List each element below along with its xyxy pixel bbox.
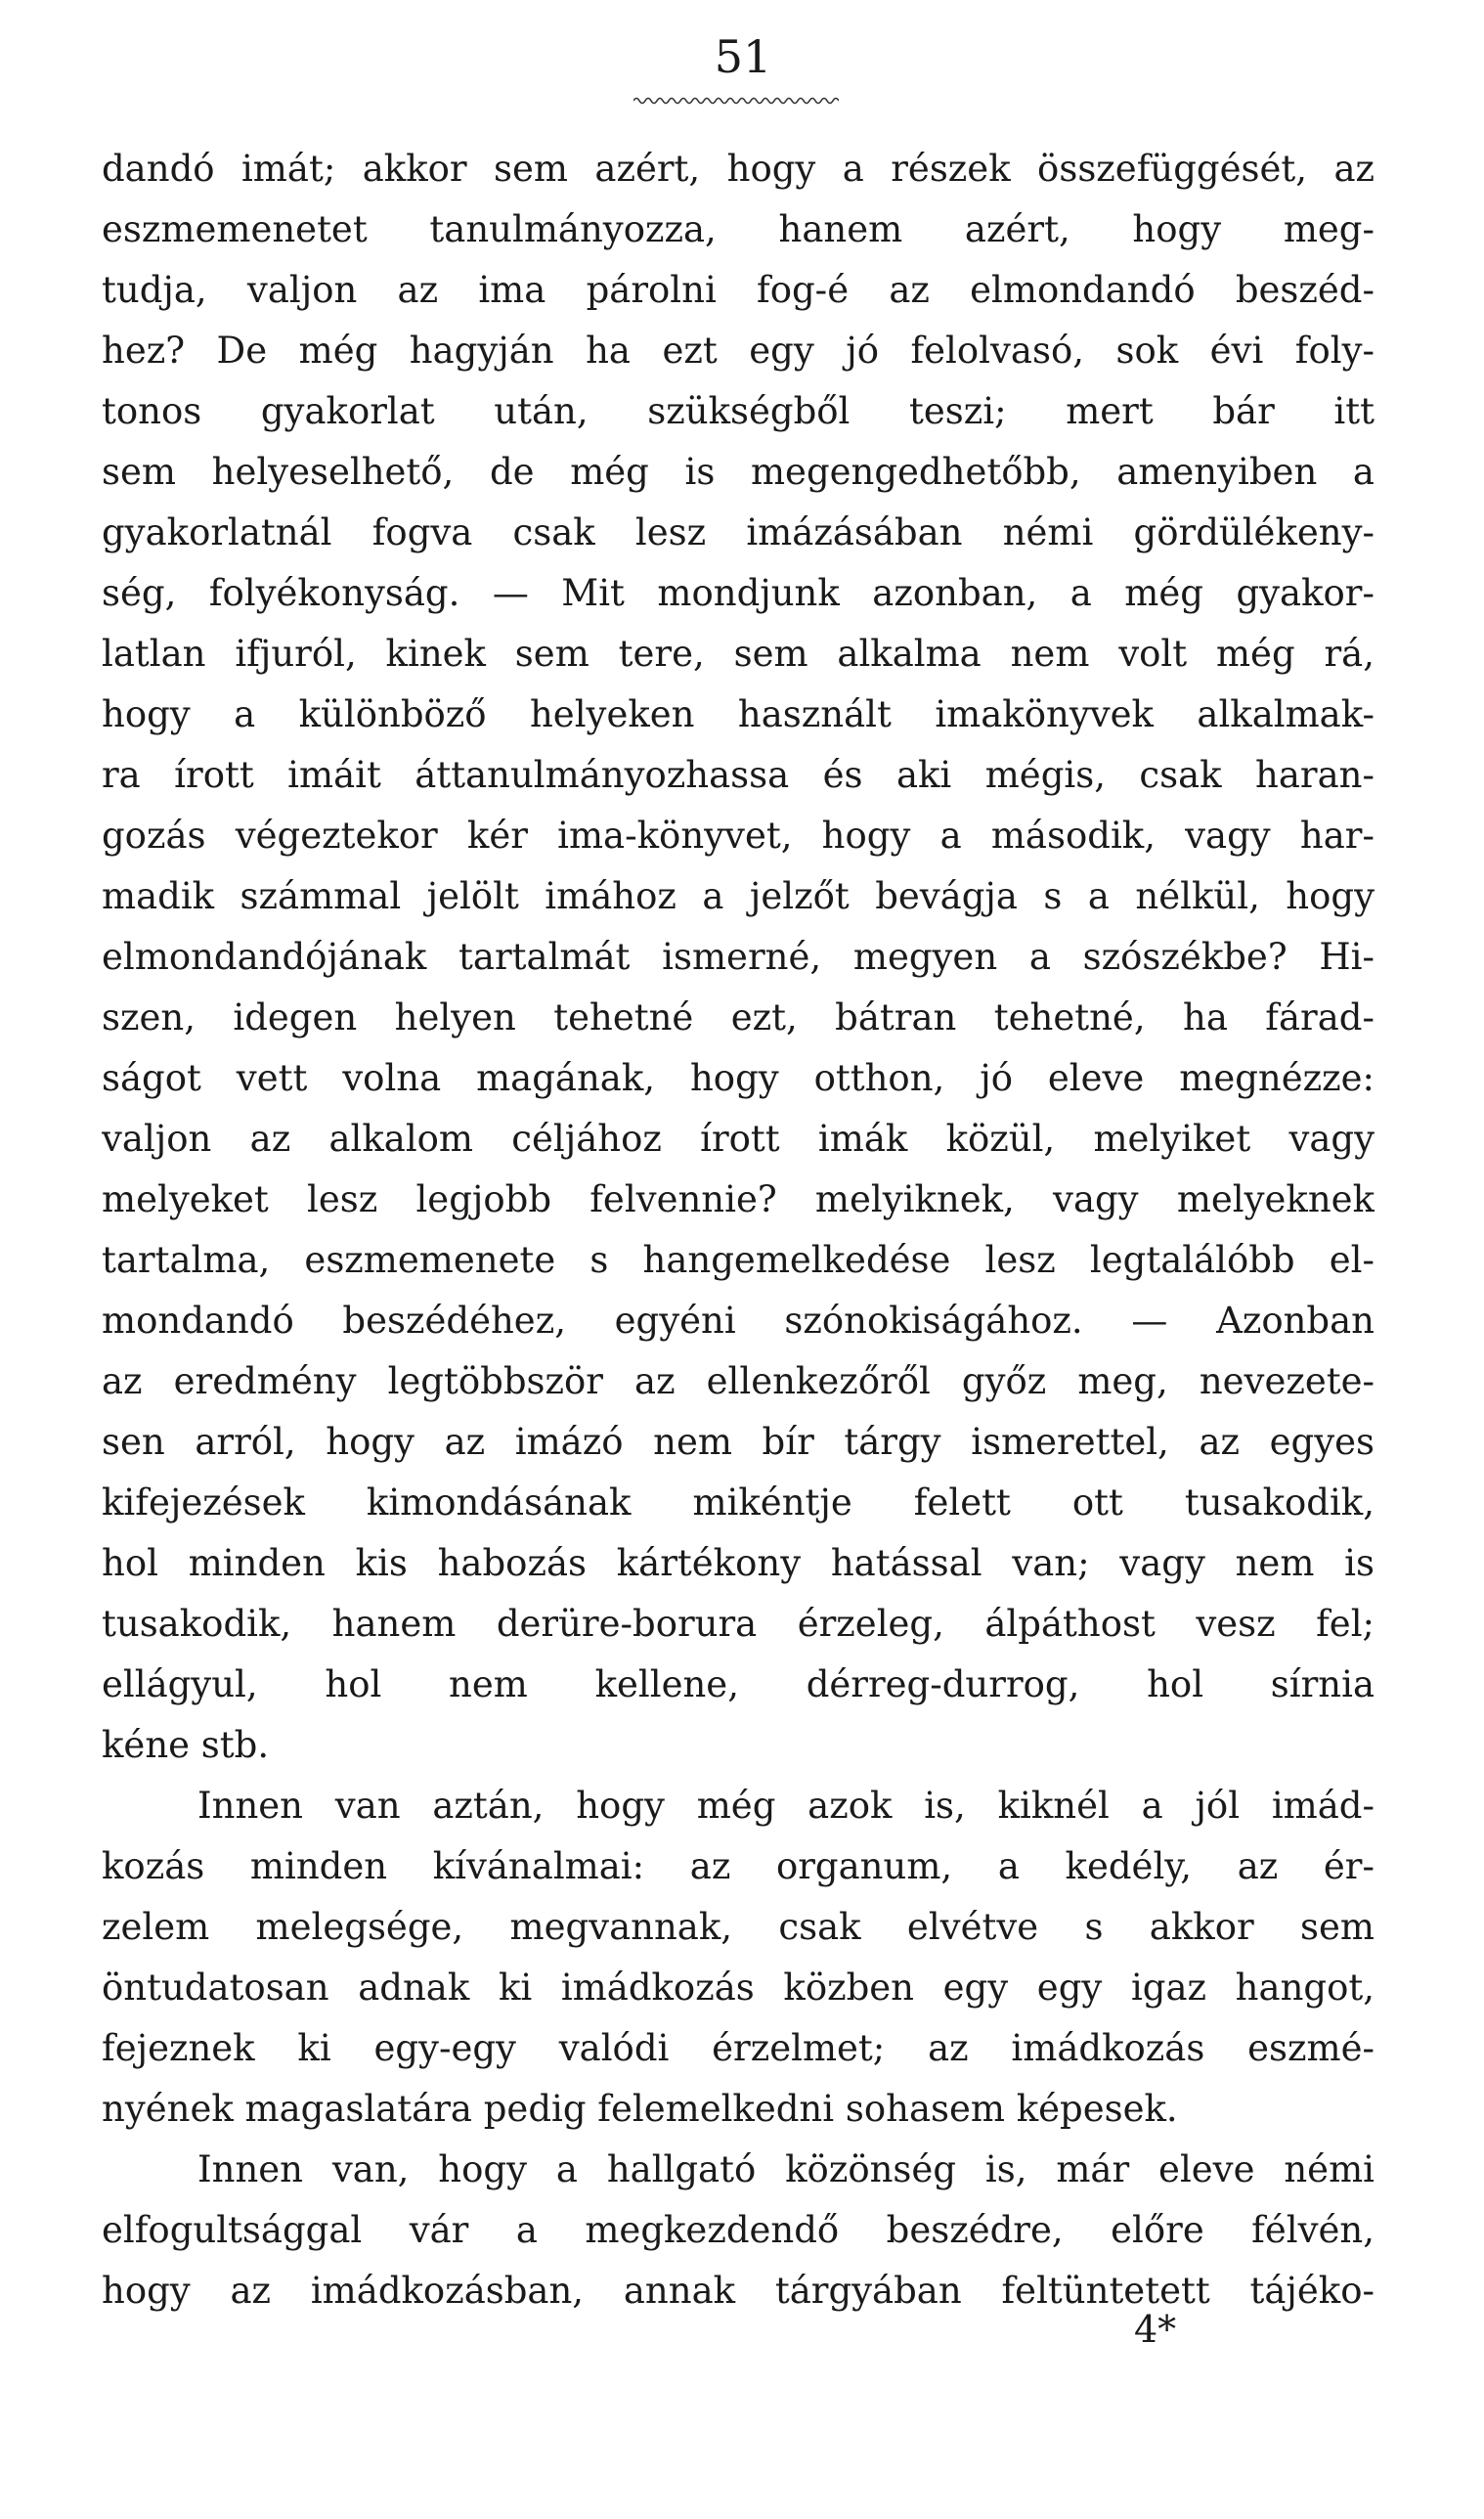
text-line: valjon az alkalom céljához írott imák közül, melyiket vagy — [102, 1118, 1375, 1160]
text-line: nyének magaslatára pedig felemelkedni sohasem képesek. — [102, 2088, 1178, 2130]
signature-mark: 4* — [1134, 2308, 1177, 2351]
text-line: ra írott imáit áttanulmányozhassa és aki mégis, csak haran- — [102, 754, 1375, 796]
body-text — [102, 139, 1375, 2321]
text-line: tonos gyakorlat után, szükségből teszi; mert bár itt — [102, 390, 1375, 432]
text-line: eszmemenetet tanulmányozza, hanem azért, hogy meg- — [102, 208, 1375, 250]
text-line: kifejezések kimondásának mikéntje felett ott tusakodik, — [102, 1481, 1375, 1524]
text-line: zelem melegsége, megvannak, csak elvétve s akkor sem — [102, 1906, 1375, 1948]
text-line: kéne stb. — [102, 1724, 270, 1766]
text-line: fejeznek ki egy-egy valódi érzelmet; az imádkozás eszmé- — [102, 2027, 1375, 2069]
text-line: szen, idegen helyen tehetné ezt, bátran tehetné, ha fárad- — [102, 996, 1375, 1039]
text-line: madik számmal jelölt imához a jelzőt bevágja s a nélkül, hogy — [102, 875, 1375, 917]
page-number: 51 — [714, 30, 772, 83]
text-line: tudja, valjon az ima párolni fog-é az elmondandó beszéd- — [102, 269, 1375, 311]
text-line: kozás minden kívánalmai: az organum, a kedély, az ér- — [102, 1845, 1375, 1887]
text-line: dandó imát; akkor sem azért, hogy a részek összefüggését, az — [102, 148, 1375, 190]
text-line: Innen van, hogy a hallgató közönség is, már eleve némi — [197, 2148, 1375, 2190]
text-line: gyakorlatnál fogva csak lesz imázásában némi gördülékeny- — [102, 511, 1375, 553]
text-line: sem helyeselhető, de még is megengedhetőbb, amenyiben a — [102, 451, 1375, 493]
text-line: öntudatosan adnak ki imádkozás közben egy egy igaz hangot, — [102, 1967, 1375, 2009]
text-line: hogy az imádkozásban, annak tárgyában feltüntetett tájéko- — [102, 2270, 1375, 2312]
text-line: tartalma, eszmemenete s hangemelkedése lesz legtalálóbb el- — [102, 1239, 1375, 1281]
text-line: Innen van aztán, hogy még azok is, kiknél a jól imád- — [197, 1785, 1375, 1827]
text-line: ség, folyékonyság. — Mit mondjunk azonban, a még gyakor- — [102, 572, 1375, 614]
text-line: elfogultsággal vár a megkezdendő beszédre, előre félvén, — [102, 2209, 1375, 2251]
text-line: elmondandójának tartalmát ismerné, megyen a szószékbe? Hi- — [102, 936, 1375, 978]
text-line: mondandó beszédéhez, egyéni szónokiságához. — Azonban — [102, 1300, 1375, 1342]
text-line: tusakodik, hanem derüre-borura érzeleg, álpáthost vesz fel; — [102, 1603, 1375, 1645]
text-line: ellágyul, hol nem kellene, dérreg-durrog, hol sírnia — [102, 1663, 1375, 1705]
text-line: hogy a különböző helyeken használt imakönyvek alkalmak- — [102, 693, 1375, 735]
text-line: hol minden kis habozás kártékony hatással van; vagy nem is — [102, 1542, 1375, 1584]
text-line: hez? De még hagyján ha ezt egy jó felolvasó, sok évi foly- — [102, 330, 1375, 372]
text-line: latlan ifjuról, kinek sem tere, sem alkalma nem volt még rá, — [102, 633, 1375, 675]
text-line: az eredmény legtöbbször az ellenkezőről győz meg, nevezete- — [102, 1360, 1375, 1402]
text-line: ságot vett volna magának, hogy otthon, jó eleve megnézze: — [102, 1057, 1375, 1099]
text-line: melyeket lesz legjobb felvennie? melyiknek, vagy melyeknek — [102, 1178, 1375, 1220]
text-line: sen arról, hogy az imázó nem bír tárgy ismerettel, az egyes — [102, 1421, 1375, 1463]
text-line: gozás végeztekor kér ima-könyvet, hogy a második, vagy har- — [102, 815, 1375, 857]
header-ornament — [633, 94, 839, 108]
